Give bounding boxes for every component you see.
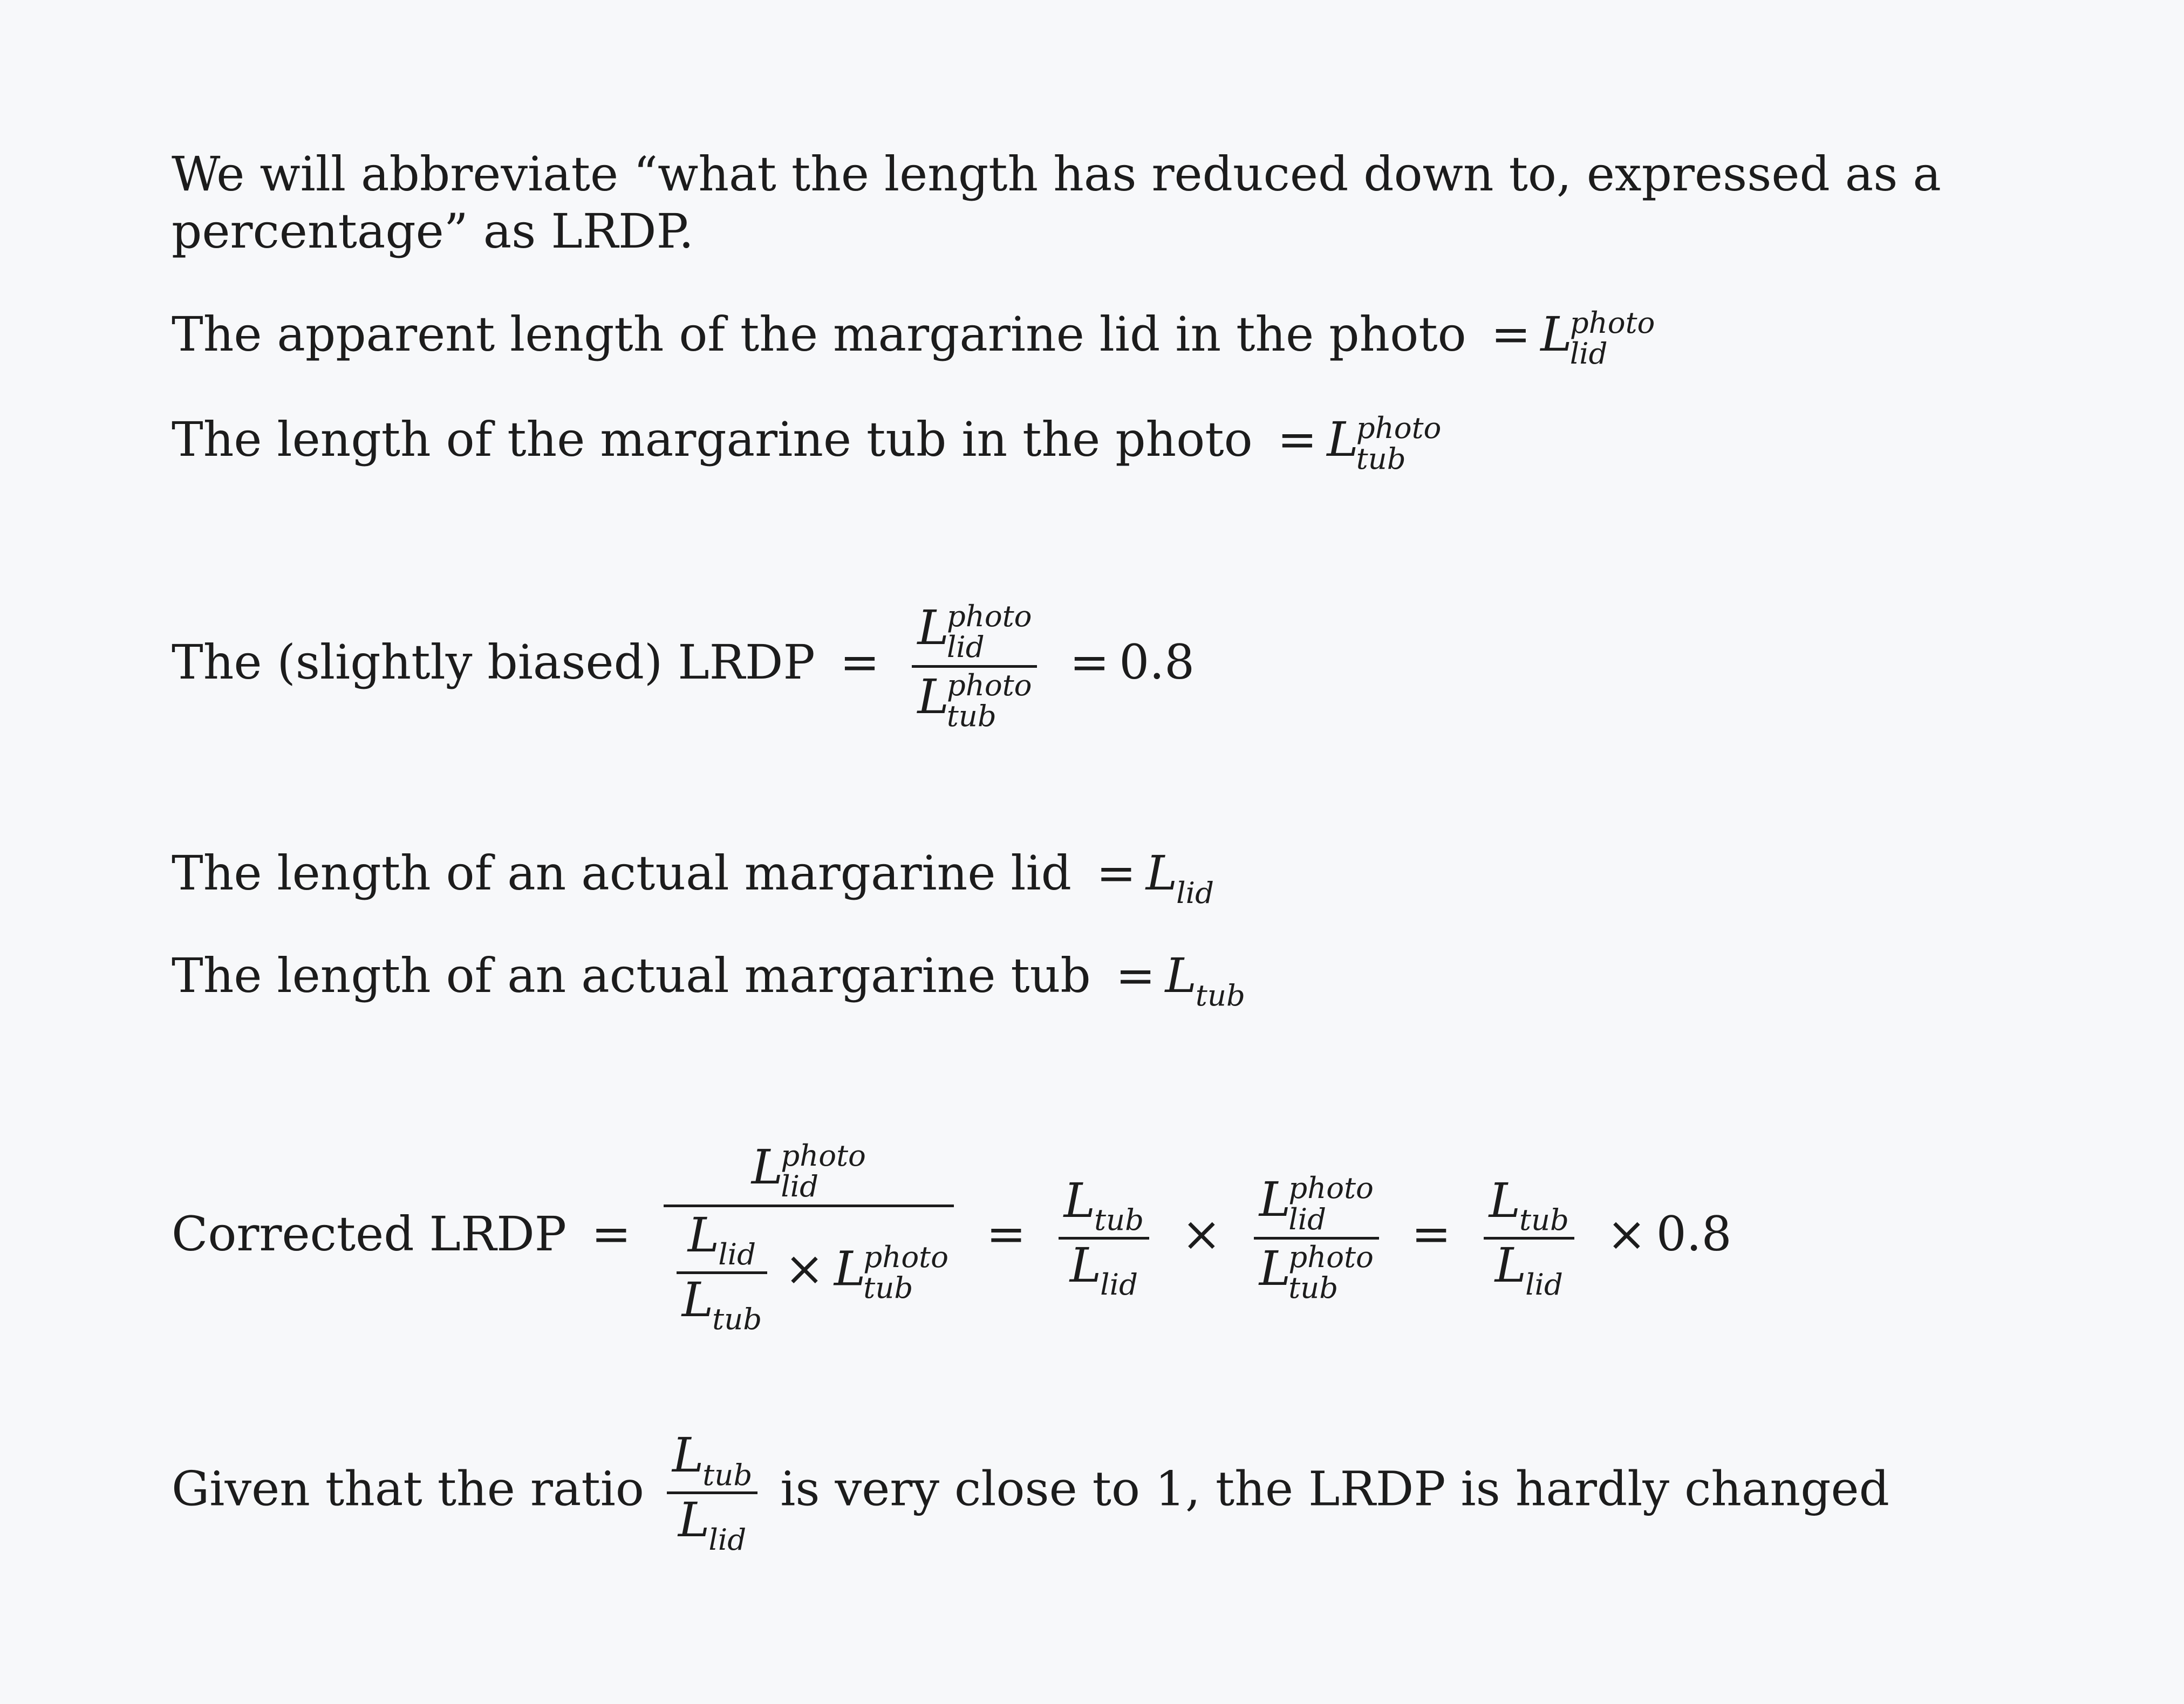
definition-text: The length of an actual margarine tub xyxy=(172,948,1091,1003)
subscript-tub: tub xyxy=(1356,441,1406,476)
definition-text: The apparent length of the margarine lid in the photo xyxy=(172,306,1466,362)
definition-text: The length of an actual margarine lid xyxy=(172,845,1072,901)
superscript-photo: photo xyxy=(1288,1239,1374,1274)
conclusion-prefix: Given that the ratio xyxy=(172,1461,644,1517)
conclusion-line xyxy=(172,1429,1889,1556)
fraction-photo-ratio xyxy=(912,599,1037,734)
subscript-tub: tub xyxy=(702,1457,753,1492)
sup-sub xyxy=(1570,307,1655,369)
numerator xyxy=(1059,1172,1149,1237)
intro-paragraph: We will abbreviate “what the length has reduced down to, expressed as a percentage” as LRDP. xyxy=(172,146,1941,259)
symbol-L: L xyxy=(1494,1237,1527,1293)
symbol-L: L xyxy=(917,600,949,656)
inner-fraction xyxy=(677,1209,767,1336)
denominator xyxy=(664,1207,954,1338)
symbol-L: L xyxy=(1259,1172,1291,1228)
subscript-lid: lid xyxy=(1176,875,1214,910)
equals-sign: = xyxy=(1115,948,1156,1003)
fraction-tub-over-lid xyxy=(667,1429,757,1556)
equals-sign: = xyxy=(591,1206,631,1262)
symbol-L: L xyxy=(834,1240,866,1296)
times-sign: × xyxy=(1182,1206,1221,1262)
numerator xyxy=(667,1429,757,1491)
numerator xyxy=(746,1138,871,1205)
subscript-tub: tub xyxy=(1519,1202,1569,1237)
value: 0.8 xyxy=(1119,634,1195,690)
subscript-lid: lid xyxy=(718,1237,756,1272)
symbol-L: L xyxy=(751,1139,783,1195)
sup-sub xyxy=(1356,410,1442,476)
numerator xyxy=(912,599,1037,665)
equals-sign: = xyxy=(840,634,880,690)
sup-sub xyxy=(1288,1239,1374,1305)
symbol-L: L xyxy=(1259,1240,1291,1296)
denominator xyxy=(1254,1240,1379,1306)
sup-sub xyxy=(781,1140,866,1202)
subscript-tub: tub xyxy=(1094,1202,1144,1237)
superscript-photo: photo xyxy=(863,1239,948,1274)
numerator xyxy=(682,1209,761,1271)
times-sign: × xyxy=(784,1240,824,1296)
superscript-photo: photo xyxy=(1569,305,1655,340)
times-sign: × xyxy=(1606,1206,1647,1262)
superscript-photo: photo xyxy=(1288,1171,1374,1206)
symbol-L: L xyxy=(1063,1172,1096,1228)
equals-sign: = xyxy=(1096,845,1136,901)
sup-sub xyxy=(863,1239,948,1305)
denominator xyxy=(912,668,1037,734)
sup-sub xyxy=(947,601,1032,663)
equation-corrected-lrdp xyxy=(172,1138,1732,1338)
fraction-tub-over-lid xyxy=(1484,1172,1574,1302)
definition-text: The length of the margarine tub in the photo xyxy=(172,412,1253,468)
sup-sub xyxy=(1288,1173,1374,1235)
numerator xyxy=(1254,1171,1379,1237)
value: 0.8 xyxy=(1656,1206,1732,1262)
sup-sub xyxy=(946,667,1032,733)
equals-sign: = xyxy=(1411,1206,1451,1262)
symbol-L: L xyxy=(681,1271,714,1327)
fraction-tub-over-lid xyxy=(1059,1172,1149,1302)
denominator xyxy=(673,1494,752,1556)
denominator xyxy=(1064,1237,1143,1302)
subscript-lid: lid xyxy=(1525,1267,1563,1302)
definition-text: Corrected LRDP xyxy=(172,1206,567,1262)
superscript-photo: photo xyxy=(781,1138,866,1173)
symbol-L: L xyxy=(687,1207,720,1263)
symbol-L: L xyxy=(1489,1172,1520,1228)
symbol-L: L xyxy=(917,668,949,724)
subscript-lid: lid xyxy=(1288,1201,1327,1236)
definition-actual-tub xyxy=(172,948,1245,1012)
subscript-tub: tub xyxy=(1288,1270,1339,1305)
fraction-corrected xyxy=(664,1138,954,1338)
symbol-L: L xyxy=(678,1492,710,1548)
definition-actual-lid xyxy=(172,845,1214,910)
denominator xyxy=(1490,1237,1568,1302)
subscript-tub: tub xyxy=(946,698,997,733)
equation-biased-lrdp xyxy=(172,599,1195,734)
symbol-L: L xyxy=(1540,306,1572,362)
subscript-tub: tub xyxy=(1195,977,1245,1012)
equals-sign: = xyxy=(1277,412,1318,468)
superscript-photo: photo xyxy=(946,599,1032,633)
definition-apparent-lid xyxy=(172,307,1655,369)
symbol-L: L xyxy=(672,1427,704,1483)
subscript-lid: lid xyxy=(1100,1267,1138,1302)
subscript-tub: tub xyxy=(863,1270,913,1305)
symbol-L: L xyxy=(1069,1237,1102,1293)
equals-sign: = xyxy=(1491,306,1531,362)
numerator xyxy=(1484,1172,1574,1237)
subscript-tub: tub xyxy=(712,1302,762,1337)
equals-sign: = xyxy=(1069,634,1110,690)
subscript-lid: lid xyxy=(946,629,985,665)
symbol-L: L xyxy=(1165,948,1197,1003)
definition-text: The (slightly biased) LRDP xyxy=(172,634,815,690)
definition-tub-photo xyxy=(172,410,1442,476)
denominator xyxy=(677,1271,767,1337)
fraction-photo-ratio xyxy=(1254,1171,1379,1305)
symbol-L: L xyxy=(1145,845,1178,901)
superscript-photo: photo xyxy=(946,667,1032,702)
symbol-L: L xyxy=(1327,412,1359,468)
subscript-lid: lid xyxy=(708,1522,747,1557)
equals-sign: = xyxy=(986,1206,1026,1262)
subscript-lid: lid xyxy=(1569,336,1608,371)
subscript-lid: lid xyxy=(781,1169,819,1204)
superscript-photo: photo xyxy=(1356,410,1442,445)
conclusion-suffix: is very close to 1, the LRDP is hardly changed xyxy=(780,1461,1889,1517)
